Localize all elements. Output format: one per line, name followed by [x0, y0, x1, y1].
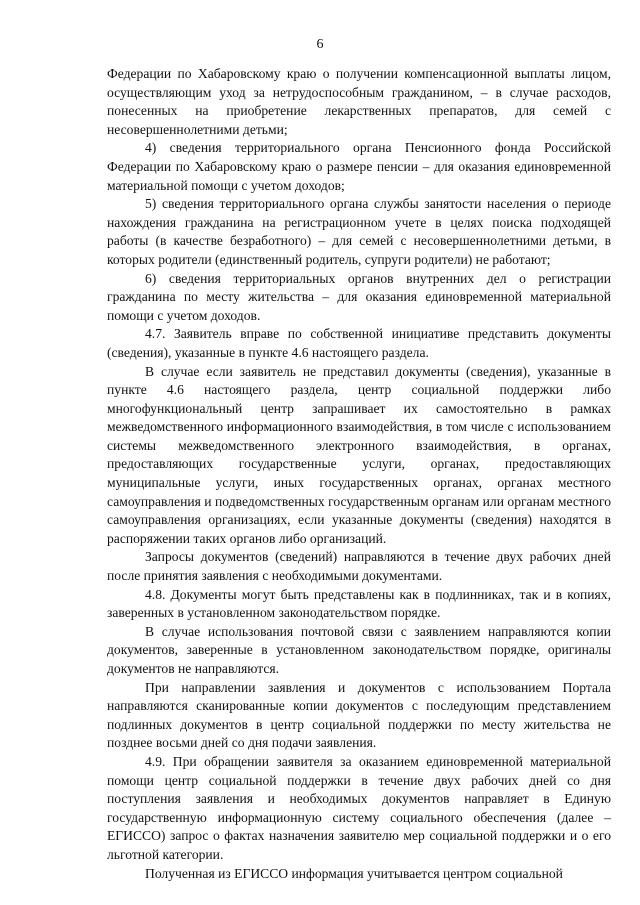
paragraph-4-7-timing: Запросы документов (сведений) направляются в течение двух рабочих дней после принятия заявления с необходимыми документами. — [107, 549, 611, 584]
paragraph-item-4: 4) сведения территориального органа Пенсионного фонда Российской Федерации по Хабаровскому краю о размере пенсии – для оказания единовременной материальной помощи с учетом доходов; — [107, 140, 611, 193]
paragraph-item-5: 5) сведения территориального органа службы занятости населения о периоде нахождения гражданина на регистрационном учете в целях поиска подходящей работы (в качестве безработного) – для семей с несовершеннолетними детьми, в которых родители (единственный родитель, супруги родители) не работают; — [107, 196, 611, 267]
paragraph-4-8: 4.8. Документы могут быть представлены как в подлинниках, так и в копиях, заверенных в установленном законодательством порядке. — [107, 586, 611, 621]
paragraph-continuation: Федерации по Хабаровскому краю о получении компенсационной выплаты лицом, осуществляющим уход за нетрудоспособным гражданином, – в случае расходов, понесенных на приобретение лекарственных препаратов, для семей с несовершеннолетними детьми; — [107, 66, 611, 137]
paragraph-item-6: 6) сведения территориальных органов внутренних дел о регистрации гражданина по месту жительства – для оказания единовременной материальной помощи с учетом доходов. — [107, 270, 611, 323]
paragraph-4-7: 4.7. Заявитель вправе по собственной инициативе представить документы (сведения), указанные в пункте 4.6 настоящего раздела. — [107, 326, 611, 360]
page-number: 6 — [316, 37, 324, 52]
document-body — [107, 65, 611, 883]
paragraph-4-8-postal: В случае использования почтовой связи с заявлением направляются копии документов, заверенные в установленном законодательством порядке, оригиналы документов не направляются. — [107, 623, 611, 676]
paragraph-4-8-portal: При направлении заявления и документов с использованием Портала направляются сканированные копии документов с последующим представлением подлинных документов в центр социальной поддержки по месту жительства не позднее восьми дней со дня подачи заявления. — [107, 679, 611, 751]
paragraph-4-9-egisso: Полученная из ЕГИССО информация учитывается центром социальной — [145, 865, 563, 881]
paragraph-4-7-request: В случае если заявитель не представил документы (сведения), указанные в пункте 4.6 настоящего раздела, центр социальной поддержки либо многофункциональный центр запрашивает их самостоятельно в рамках межведомственного информационного взаимодействия, в том числе с использованием системы межведомственного электронного взаимодействия, в органах, предоставляющих государственные услуги, органах, предоставляющих муниципальные услуги, иных государственных органах, органах местного самоуправления и подведомственных государственным органам или органам местного самоуправления организациях, если указанные документы (сведения) находятся в распоряжении таких органов либо организаций. — [107, 363, 611, 546]
paragraph-4-9: 4.9. При обращении заявителя за оказанием единовременной материальной помощи центр социальной поддержки в течение двух рабочих дней со дня поступления заявления и необходимых документов направляет в Единую государственную информационную систему социального обеспечения (далее – ЕГИССО) запрос о фактах назначения заявителю мер социальной поддержки и о его льготной категории. — [107, 753, 611, 862]
